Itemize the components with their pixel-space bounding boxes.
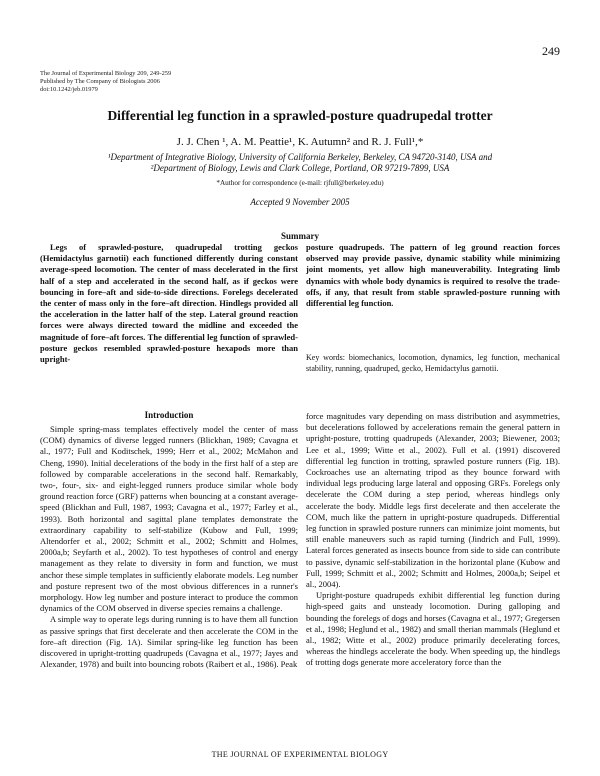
accepted-date: Accepted 9 November 2005 (250, 197, 350, 207)
intro-paragraph-2: A simple way to operate legs during running is to have them all function as passive springs that first decelerate and then accelerate the COM in the fore–aft direction (Fig. 1A). Similar spring-like leg function has been discovered in upright-trotting quadrupeds (Cavagna et al., 1977; Jayes and Alexander, 1978) and built into bouncing robots (Raibert et al., 1986). Peak (40, 614, 298, 670)
paper-title: Differential leg function in a sprawled-posture quadrupedal trotter (107, 108, 493, 123)
affiliation-1: ¹Department of Integrative Biology, University of California Berkeley, Berkeley, CA 94720-3140, USA and (107, 152, 493, 162)
author-list: J. J. Chen ¹, A. M. Peattie¹, K. Autumn² and R. J. Full¹,* (176, 136, 424, 148)
journal-citation: The Journal of Experimental Biology 209, 249-259 (40, 70, 172, 77)
page-number: 249 (542, 44, 560, 58)
summary-left-column: Legs of sprawled-posture, quadrupedal trotting geckos (Hemidactylus garnotii) each functioned differently during constant average-speed locomotion. The center of mass decelerated in the first half of a step and accelerated in the second half, as if geckos were bouncing in fore–aft and side-to-side directions. Forelegs decelerated the center of mass only in the fore–aft direction. Hindlegs provided all the acceleration in the latter half of the step. Lateral ground reaction forces were always directed toward the midline and exceeded the magnitude of fore–aft forces. The differential leg function of sprawled-posture geckos resembled sprawled-posture hexapods more than upright- (40, 242, 298, 365)
doi-line: doi:10.1242/jeb.01979 (40, 86, 98, 93)
affiliation-2: ²Department of Biology, Lewis and Clark College, Portland, OR 97219-7899, USA (150, 163, 450, 173)
body-right-column (306, 411, 560, 669)
affiliations (0, 152, 600, 174)
summary-heading: Summary (281, 231, 319, 241)
journal-info (40, 70, 171, 94)
keywords-label: Key words: (306, 353, 345, 362)
body-left-column (40, 424, 298, 670)
journal-footer: THE JOURNAL OF EXPERIMENTAL BIOLOGY (211, 750, 389, 759)
publisher-line: Published by The Company of Biologists 2006 (40, 78, 160, 85)
introduction-heading: Introduction (144, 410, 194, 420)
correspondence-note: *Author for correspondence (e-mail: rjfull@berkeley.edu) (216, 179, 384, 187)
keywords (306, 352, 560, 374)
intro-paragraph-4: Upright-posture quadrupeds exhibit differential leg function during high-speed gaits and unsteady locomotion. During galloping and bounding the forelegs of dogs and horses (Cavagna et al., 1977; Gregersen et al., 1998; Heglund et al., 1982) and small therian mammals (Heglund et al., 1982; Witte et al., 2002) produce primarily decelerating forces, whereas the hindlegs accelerate the body. When speeding up, the hindlegs of trotting dogs generate more acceleratory force than the (306, 590, 560, 668)
keywords-text: biomechanics, locomotion, dynamics, leg function, mechanical stability, running, quadruped, gecko, Hemidactylus garnotii. (306, 353, 561, 373)
intro-paragraph-3: force magnitudes vary depending on mass distribution and asymmetries, but decelerations followed by accelerations remain the general pattern in upright-posture, trotting quadrupeds (Alexander, 2003; Biewener, 2003; Lee et al., 1999; Witte et al., 2002). Full et al. (1991) discovered differential leg function in trotting, sprawled posture runners (Fig. 1B). Cockroaches use an alternating tripod as they bounce forward with individual legs producing large lateral and opposing GRFs. Forelegs only decelerate the COM during a step period, whereas hindlegs only accelerate the body. Middle legs first decelerate and then accelerate the COM, much like the pattern in upright-posture quadrupeds. Differential leg function in sprawled posture runners can minimize joint moments, but still enable maneuvers such as rapid turning (Jindrich and Full, 1999). Lateral forces generated as insects bounce from side to side can contribute to passive, dynamic self-stabilization in the horizontal plane (Kubow and Full, 1999; Schmitt et al., 2002; Schmitt and Holmes, 2000a,b; Seipel et al., 2004). (306, 411, 560, 590)
intro-paragraph-1: Simple spring-mass templates effectively model the center of mass (COM) dynamics of diverse legged runners (Blickhan, 1989; Cavagna et al., 1977; Full and Koditschek, 1999; Herr et al., 2002; McMahon and Cheng, 1990). Initial decelerations of the body in the first half of a step are followed by comparable accelerations in the second half. Remarkably, two-, four-, six- and eight-legged runners produce similar whole body ground reaction force (GRF) patterns when bouncing at a constant average-speed (Blickhan and Full, 1987, 1993; Cavagna et al., 1977; Farley et al., 1993). Both horizontal and sagittal plane templates demonstrate the extraordinary capability to self-stabilize (Kubow and Full, 1999; Altendorfer et al., 2002; Schmitt et al., 2002; Schmitt and Holmes, 2000a,b; Seyfarth et al., 2002). To test hypotheses of control and energy management as they relate to diversity in form and function, we must anchor these simple templates in sufficiently elaborate models. Leg number and posture represent two of the most obvious differences in a runner's morphology. How leg number and posture interact to produce the common dynamics of the COM observed in diverse species remains a challenge. (40, 424, 298, 614)
summary-right-column: posture quadrupeds. The pattern of leg ground reaction forces observed may provide passive, dynamic stability while minimizing joint moments, yet allow high maneuverability. Integrating limb dynamics with whole body dynamics is required to resolve the trade-offs, if any, that result from stable sprawled-posture running with differential leg function. (306, 242, 560, 309)
